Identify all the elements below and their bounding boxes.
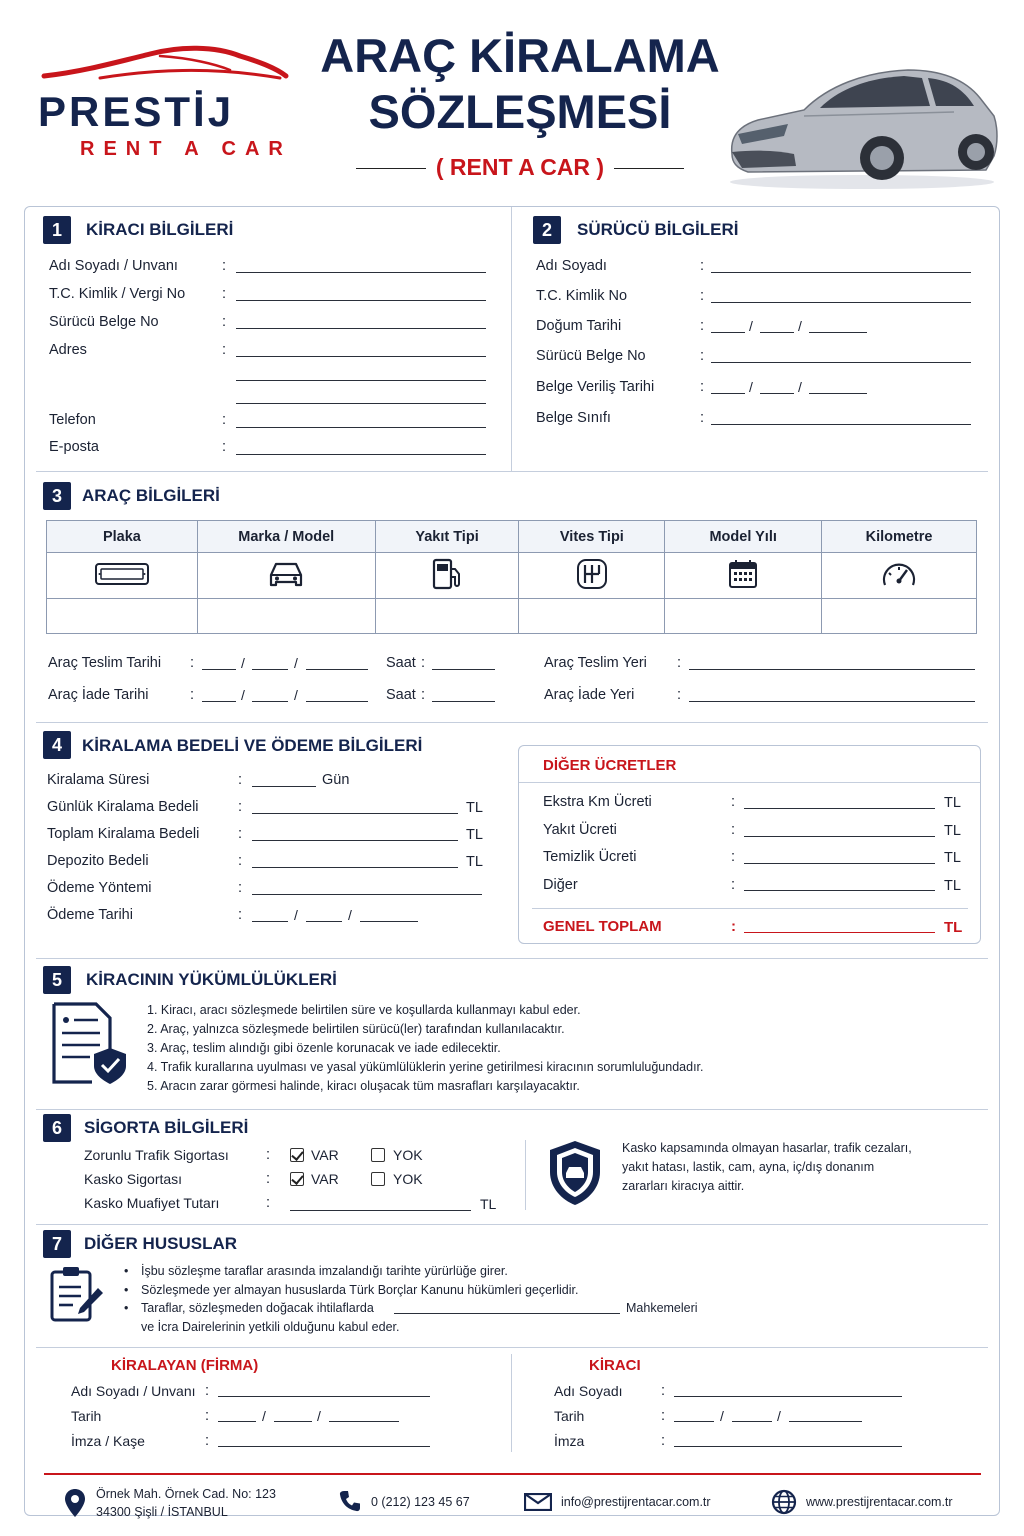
s1-email-field[interactable] bbox=[236, 454, 486, 455]
email-icon bbox=[524, 1493, 552, 1511]
s2-birth-day[interactable] bbox=[711, 332, 745, 333]
obligation-item: 3. Araç, teslim alındığı gibi özenle korunacak ve iade edilecektir. bbox=[147, 1041, 501, 1055]
col-plate: Plaka bbox=[47, 521, 198, 553]
s2-label-tc: T.C. Kimlik No bbox=[536, 288, 628, 304]
s1-address-field-2[interactable] bbox=[236, 380, 486, 381]
phone-icon bbox=[338, 1489, 362, 1513]
km-cell[interactable] bbox=[822, 599, 977, 634]
signature-divider bbox=[511, 1354, 512, 1452]
s2-issue-year[interactable] bbox=[809, 393, 867, 394]
other-fees-box bbox=[518, 745, 981, 944]
section-7-badge: 7 bbox=[43, 1230, 71, 1258]
location-pin-icon bbox=[64, 1488, 86, 1518]
lessor-name-field[interactable] bbox=[218, 1396, 430, 1397]
grand-total-currency: TL bbox=[944, 919, 963, 936]
insurance-note-line: zararları kiracıya aittir. bbox=[622, 1179, 745, 1193]
other-item-continuation: ve İcra Dairelerinin yetkili olduğunu kabul eder. bbox=[141, 1320, 400, 1334]
return-day[interactable] bbox=[202, 701, 236, 702]
col-fuel: Yakıt Tipi bbox=[375, 521, 519, 553]
subtitle-rule-right bbox=[614, 168, 684, 169]
license-plate-icon bbox=[47, 553, 198, 599]
make-model-cell[interactable] bbox=[197, 599, 375, 634]
s3-label-return-place: Araç İade Yeri bbox=[544, 687, 635, 703]
currency-label: TL bbox=[944, 850, 961, 866]
bullet-3: • bbox=[124, 1301, 129, 1315]
lessor-label-date: Tarih bbox=[71, 1408, 102, 1424]
traffic-var-label: VAR bbox=[311, 1147, 339, 1163]
deductible-field[interactable] bbox=[290, 1210, 471, 1211]
payment-method-field[interactable] bbox=[252, 894, 482, 895]
s3-label-return-date: Araç İade Tarihi bbox=[48, 687, 149, 703]
delivery-year[interactable] bbox=[306, 669, 368, 670]
s1-label-name: Adı Soyadı / Unvanı bbox=[49, 258, 178, 274]
delivery-month[interactable] bbox=[252, 669, 288, 670]
s4-label-duration: Kiralama Süresi bbox=[47, 772, 150, 788]
other-fees-title: DİĞER ÜCRETLER bbox=[543, 757, 677, 774]
grand-total-field[interactable] bbox=[744, 932, 935, 933]
s2-tc-field[interactable] bbox=[711, 302, 971, 303]
section-5-title: KİRACININ YÜKÜMLÜLÜKLERİ bbox=[86, 970, 337, 989]
section-separator bbox=[36, 471, 988, 472]
currency-label: TL bbox=[944, 795, 961, 811]
fee-label-other: Diğer bbox=[543, 877, 578, 893]
s1-label-email: E-posta bbox=[49, 439, 99, 455]
page-subtitle: ( RENT A CAR ) bbox=[435, 154, 605, 180]
payment-day[interactable] bbox=[252, 921, 288, 922]
s2-issue-day[interactable] bbox=[711, 393, 745, 394]
s1-label-phone: Telefon bbox=[49, 412, 96, 428]
footer-web[interactable]: www.prestijrentacar.com.tr bbox=[806, 1495, 953, 1509]
col-make-model: Marka / Model bbox=[197, 521, 375, 553]
s3-label-delivery-date: Araç Teslim Tarihi bbox=[48, 655, 162, 671]
section-3-title: ARAÇ BİLGİLERİ bbox=[82, 486, 220, 505]
s6-label-kasko: Kasko Sigortası bbox=[84, 1171, 183, 1187]
return-place-field[interactable] bbox=[689, 701, 975, 702]
currency-label: TL bbox=[466, 800, 483, 816]
deposit-field[interactable] bbox=[252, 867, 458, 868]
bullet-1: • bbox=[124, 1264, 129, 1278]
s2-license-field[interactable] bbox=[711, 362, 971, 363]
delivery-time-field[interactable] bbox=[432, 669, 495, 670]
lessee-date-year[interactable] bbox=[789, 1421, 862, 1422]
fee-label-extra-km: Ekstra Km Ücreti bbox=[543, 794, 652, 810]
s2-issue-month[interactable] bbox=[760, 393, 794, 394]
section-separator bbox=[36, 1109, 988, 1110]
gear-shift-icon bbox=[519, 553, 665, 599]
lessee-label-name: Adı Soyadı bbox=[554, 1383, 623, 1399]
s1-name-field[interactable] bbox=[236, 272, 486, 273]
s2-birth-year[interactable] bbox=[809, 332, 867, 333]
globe-icon bbox=[771, 1489, 797, 1515]
col-km: Kilometre bbox=[822, 521, 977, 553]
other-fee-field[interactable] bbox=[744, 890, 935, 891]
car-silhouette-logo-icon bbox=[40, 42, 290, 84]
return-year[interactable] bbox=[306, 701, 368, 702]
insurance-note-line: yakıt hatası, lastik, cam, ayna, iç/dış donanım bbox=[622, 1160, 875, 1174]
traffic-var-checkbox[interactable] bbox=[290, 1148, 304, 1162]
fuel-fee-field[interactable] bbox=[744, 836, 935, 837]
other-fees-divider bbox=[519, 782, 980, 783]
lessor-title: KİRALAYAN (FİRMA) bbox=[111, 1357, 259, 1374]
s2-birth-month[interactable] bbox=[760, 332, 794, 333]
court-label: Mahkemeleri bbox=[626, 1301, 698, 1315]
insurance-note-line: Kasko kapsamında olmayan hasarlar, trafik cezaları, bbox=[622, 1141, 912, 1155]
other-item: Taraflar, sözleşmeden doğacak ihtilaflarda bbox=[141, 1301, 374, 1315]
s1-label-license: Sürücü Belge No bbox=[49, 314, 159, 330]
lessee-date-month[interactable] bbox=[732, 1421, 772, 1422]
subtitle-rule-left bbox=[356, 168, 426, 169]
s2-class-field[interactable] bbox=[711, 424, 971, 425]
vehicle-table bbox=[46, 520, 977, 634]
gearbox-cell[interactable] bbox=[519, 599, 665, 634]
lessor-date-year[interactable] bbox=[329, 1421, 399, 1422]
insurance-divider bbox=[525, 1140, 526, 1210]
s4-label-deposit: Depozito Bedeli bbox=[47, 853, 149, 869]
traffic-yok-checkbox[interactable] bbox=[371, 1148, 385, 1162]
return-month[interactable] bbox=[252, 701, 288, 702]
lessee-title: KİRACI bbox=[589, 1357, 641, 1374]
car-photo-icon bbox=[724, 58, 1000, 190]
delivery-day[interactable] bbox=[202, 669, 236, 670]
bullet-2: • bbox=[124, 1283, 129, 1297]
section-1-2-divider bbox=[511, 207, 512, 471]
section-4-title: KİRALAMA BEDELİ VE ÖDEME BİLGİLERİ bbox=[82, 736, 423, 755]
s2-label-license: Sürücü Belge No bbox=[536, 348, 646, 364]
traffic-yok-label: YOK bbox=[393, 1147, 423, 1163]
section-4-badge: 4 bbox=[43, 731, 71, 759]
lessee-label-date: Tarih bbox=[554, 1408, 585, 1424]
kasko-yok-checkbox[interactable] bbox=[371, 1172, 385, 1186]
section-1-badge: 1 bbox=[43, 216, 71, 244]
s1-license-field[interactable] bbox=[236, 328, 486, 329]
s2-name-field[interactable] bbox=[711, 272, 971, 273]
kasko-var-label: VAR bbox=[311, 1171, 339, 1187]
obligation-item: 5. Aracın zarar görmesi halinde, kiracı oluşacak tüm masrafları karşılayacaktır. bbox=[147, 1079, 580, 1093]
section-2-title: SÜRÜCÜ BİLGİLERİ bbox=[577, 220, 739, 239]
lessee-date-day[interactable] bbox=[674, 1421, 714, 1422]
other-item: Sözleşmede yer almayan hususlarda Türk Borçlar Kanunu hükümleri geçerlidir. bbox=[141, 1283, 579, 1297]
section-2-badge: 2 bbox=[533, 216, 561, 244]
total-divider bbox=[532, 908, 968, 909]
section-3-badge: 3 bbox=[43, 482, 71, 510]
col-year: Model Yılı bbox=[665, 521, 822, 553]
s1-label-tc: T.C. Kimlik / Vergi No bbox=[49, 286, 186, 302]
s4-label-daily: Günlük Kiralama Bedeli bbox=[47, 799, 199, 815]
title-line-2: SÖZLEŞMESİ bbox=[368, 85, 672, 138]
section-separator bbox=[36, 1224, 988, 1225]
duration-field[interactable] bbox=[252, 786, 316, 787]
page-title bbox=[320, 28, 720, 140]
s4-label-payment-method: Ödeme Yöntemi bbox=[47, 880, 152, 896]
footer-email[interactable]: info@prestijrentacar.com.tr bbox=[561, 1495, 711, 1509]
lessor-signature-field[interactable] bbox=[218, 1446, 430, 1447]
court-field[interactable] bbox=[394, 1313, 620, 1314]
section-5-badge: 5 bbox=[43, 966, 71, 994]
currency-label: TL bbox=[944, 823, 961, 839]
delivery-place-field[interactable] bbox=[689, 669, 975, 670]
currency-label: TL bbox=[480, 1196, 497, 1212]
title-line-1: ARAÇ KİRALAMA bbox=[320, 29, 720, 82]
s3-label-return-time: Saat bbox=[386, 687, 416, 703]
fuel-pump-icon bbox=[375, 553, 519, 599]
section-7-title: DİĞER HUSUSLAR bbox=[84, 1234, 238, 1253]
year-cell[interactable] bbox=[665, 599, 822, 634]
payment-month[interactable] bbox=[306, 921, 342, 922]
obligation-item: 4. Trafik kurallarına uyulması ve yasal yükümlülüklerin yerine getirilmesi kiracının sorumluluğundadır. bbox=[147, 1060, 704, 1074]
return-time-field[interactable] bbox=[432, 701, 495, 702]
s4-label-total-rent: Toplam Kiralama Bedeli bbox=[47, 826, 200, 842]
plate-cell[interactable] bbox=[47, 599, 198, 634]
kasko-yok-label: YOK bbox=[393, 1171, 423, 1187]
s1-tc-field[interactable] bbox=[236, 300, 486, 301]
section-6-title: SİGORTA BİLGİLERİ bbox=[84, 1118, 249, 1137]
s3-label-delivery-time: Saat bbox=[386, 655, 416, 671]
col-gearbox: Vites Tipi bbox=[519, 521, 665, 553]
lessee-signature-field[interactable] bbox=[674, 1446, 902, 1447]
daily-price-field[interactable] bbox=[252, 813, 458, 814]
footer-address-2: 34300 Şişli / İSTANBUL bbox=[96, 1505, 228, 1519]
s2-label-name: Adı Soyadı bbox=[536, 258, 607, 274]
s2-label-issue-date: Belge Veriliş Tarihi bbox=[536, 379, 655, 395]
day-unit: Gün bbox=[322, 772, 350, 788]
fee-label-cleaning: Temizlik Ücreti bbox=[543, 849, 637, 865]
grand-total-label: GENEL TOPLAM bbox=[543, 918, 662, 935]
lessee-name-field[interactable] bbox=[674, 1396, 902, 1397]
cleaning-fee-field[interactable] bbox=[744, 863, 935, 864]
currency-label: TL bbox=[944, 878, 961, 894]
lessor-date-day[interactable] bbox=[218, 1421, 256, 1422]
clipboard-pen-icon bbox=[48, 1264, 106, 1324]
s4-label-payment-date: Ödeme Tarihi bbox=[47, 907, 133, 923]
s2-label-birth: Doğum Tarihi bbox=[536, 318, 622, 334]
s2-label-class: Belge Sınıfı bbox=[536, 410, 611, 426]
lessee-label-sign: İmza bbox=[554, 1433, 585, 1449]
car-icon bbox=[197, 553, 375, 599]
extra-km-field[interactable] bbox=[744, 808, 935, 809]
speedometer-icon bbox=[822, 553, 977, 599]
obligation-item: 1. Kiracı, aracı sözleşmede belirtilen süre ve koşullarda kullanmayı kabul eder. bbox=[147, 1003, 581, 1017]
other-item: İşbu sözleşme taraflar arasında imzalandığı tarihte yürürlüğe girer. bbox=[141, 1264, 508, 1278]
payment-year[interactable] bbox=[360, 921, 418, 922]
brand-name: PRESTİJ bbox=[38, 88, 235, 135]
s3-label-delivery-place: Araç Teslim Yeri bbox=[544, 655, 647, 671]
section-6-badge: 6 bbox=[43, 1114, 71, 1142]
total-rent-field[interactable] bbox=[252, 840, 458, 841]
s1-phone-field[interactable] bbox=[236, 427, 486, 428]
obligation-item: 2. Araç, yalnızca sözleşmede belirtilen sürücü(ler) tarafından kullanılacaktır. bbox=[147, 1022, 565, 1036]
kasko-var-checkbox[interactable] bbox=[290, 1172, 304, 1186]
currency-label: TL bbox=[466, 854, 483, 870]
s1-address-field-1[interactable] bbox=[236, 356, 486, 357]
lessor-label-name: Adı Soyadı / Unvanı bbox=[71, 1383, 196, 1399]
section-1-title: KİRACI BİLGİLERİ bbox=[86, 220, 234, 239]
shield-car-icon bbox=[546, 1138, 604, 1208]
lessor-date-month[interactable] bbox=[274, 1421, 312, 1422]
footer-address-1: Örnek Mah. Örnek Cad. No: 123 bbox=[96, 1487, 276, 1501]
s6-label-traffic: Zorunlu Trafik Sigortası bbox=[84, 1147, 229, 1163]
fuel-cell[interactable] bbox=[375, 599, 519, 634]
s1-label-address: Adres bbox=[49, 342, 87, 358]
fee-label-fuel: Yakıt Ücreti bbox=[543, 822, 617, 838]
currency-label: TL bbox=[466, 827, 483, 843]
calendar-icon bbox=[665, 553, 822, 599]
s1-address-field-3[interactable] bbox=[236, 403, 486, 404]
footer-phone[interactable]: 0 (212) 123 45 67 bbox=[371, 1495, 470, 1509]
lessor-label-sign: İmza / Kaşe bbox=[71, 1433, 145, 1449]
brand-tagline: RENT A CAR bbox=[80, 138, 292, 160]
footer-rule bbox=[44, 1473, 981, 1475]
section-separator bbox=[36, 958, 988, 959]
section-separator bbox=[36, 722, 988, 723]
s6-label-deductible: Kasko Muafiyet Tutarı bbox=[84, 1195, 220, 1211]
section-separator bbox=[36, 1347, 988, 1348]
document-shield-icon bbox=[48, 1000, 130, 1086]
